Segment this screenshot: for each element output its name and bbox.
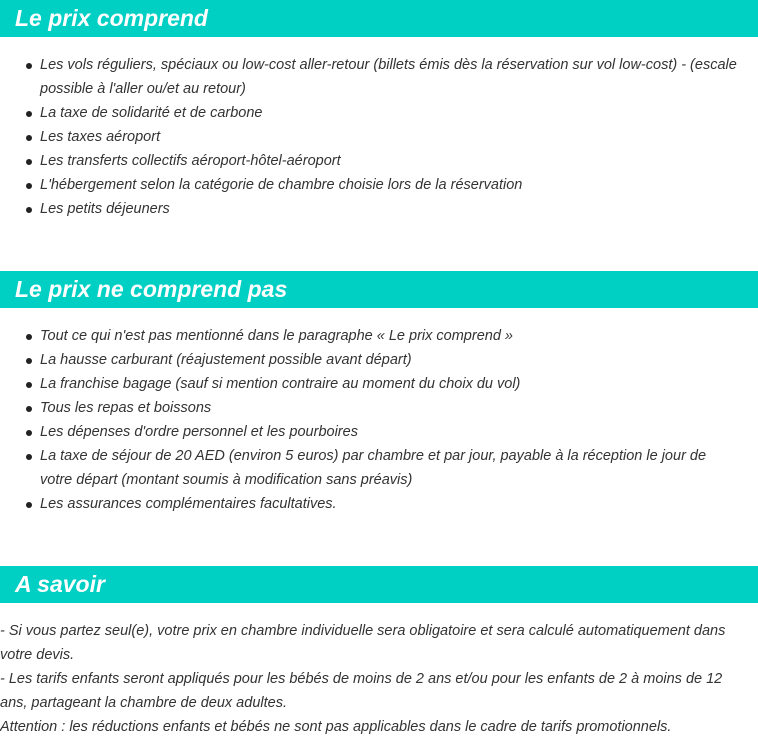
info-paragraph: - Les tarifs enfants seront appliqués pour les bébés de moins de 2 ans et/ou pour les enfants de 2 à moins de 12 ans, partageant la chambre de deux adultes. <box>0 671 723 711</box>
info-paragraph: Attention : les réductions enfants et bébés ne sont pas applicables dans le cadre de tarifs promotionnels. <box>0 719 672 735</box>
list-item: Les vols réguliers, spéciaux ou low-cost aller-retour (billets émis dès la réservation sur vol low-cost) - (escale possible à l'aller ou/et au retour) <box>0 53 758 101</box>
list-item: Les taxes aéroport <box>0 125 758 149</box>
section-header-excludes <box>0 271 758 308</box>
list-item: La taxe de séjour de 20 AED (environ 5 euros) par chambre et par jour, payable à la réception le jour de votre départ (montant soumis à modification sans préavis) <box>0 444 758 492</box>
info-paragraph: - Si vous partez seul(e), votre prix en chambre individuelle sera obligatoire et sera calculé automatiquement dans votre devis. <box>0 623 726 663</box>
list-item: L'hébergement selon la catégorie de chambre choisie lors de la réservation <box>0 173 758 197</box>
section-header-info <box>0 566 758 603</box>
section-title-excludes: Le prix ne comprend pas <box>15 276 288 302</box>
list-item: Les transferts collectifs aéroport-hôtel-aéroport <box>0 149 758 173</box>
section-title-info: A savoir <box>15 571 105 597</box>
section-header-includes <box>0 0 758 37</box>
list-item: Les dépenses d'ordre personnel et les pourboires <box>0 420 758 444</box>
list-item: Tous les repas et boissons <box>0 396 758 420</box>
section-title-includes: Le prix comprend <box>15 5 208 31</box>
excludes-list <box>0 324 758 516</box>
list-item: Tout ce qui n'est pas mentionné dans le paragraphe « Le prix comprend » <box>0 324 758 348</box>
info-text <box>0 619 758 739</box>
list-item: Les assurances complémentaires facultatives. <box>0 492 758 516</box>
includes-list <box>0 53 758 221</box>
list-item: La taxe de solidarité et de carbone <box>0 101 758 125</box>
list-item: Les petits déjeuners <box>0 197 758 221</box>
list-item: La franchise bagage (sauf si mention contraire au moment du choix du vol) <box>0 372 758 396</box>
list-item: La hausse carburant (réajustement possible avant départ) <box>0 348 758 372</box>
